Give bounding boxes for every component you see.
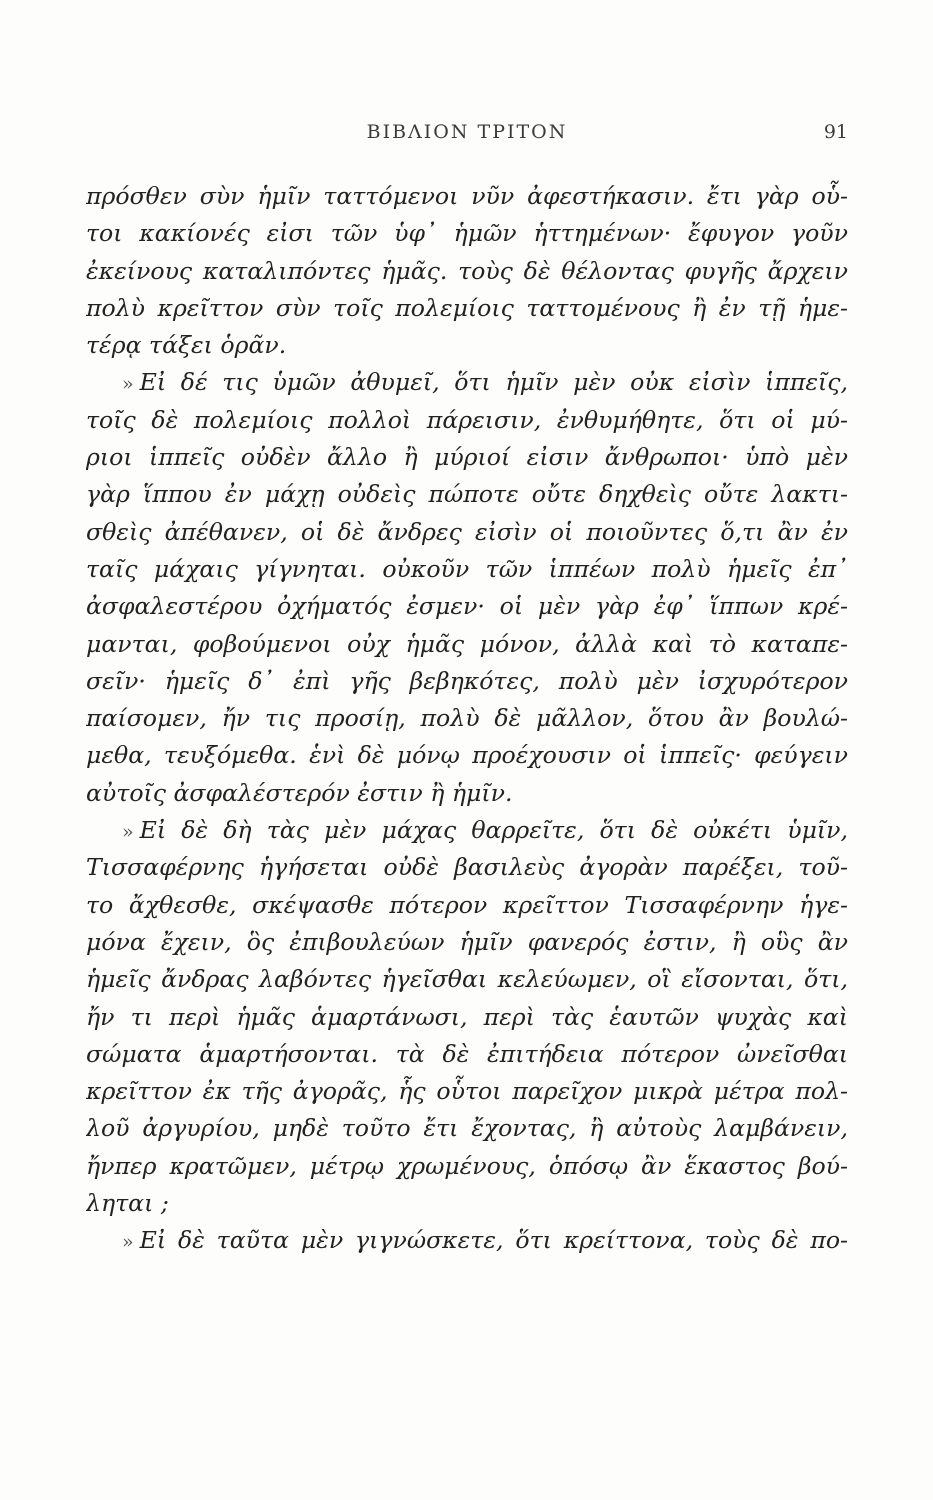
paragraph-start-line — [86, 812, 848, 849]
book-title: ΒΙΒΛΙΟΝ ΤΡΙΤΟΝ — [366, 121, 568, 143]
line-text: ἐκείνους καταλιπόντες ἡμᾶς. τοὺς δὲ θέλοντας φυγῆς ἄρχειν — [86, 256, 848, 285]
line-text: σεῖν· ἡμεῖς δ᾽ ἐπὶ γῆς βεβηκότες, πολὺ μὲν ἰσχυρότερον — [86, 666, 848, 695]
text-line — [86, 999, 848, 1036]
running-head — [86, 121, 848, 151]
text-line — [86, 1185, 848, 1222]
text-line — [86, 327, 848, 364]
text-line — [86, 737, 848, 774]
quote-marker: » — [122, 373, 134, 396]
line-text: ἀσφαλεστέρου ὀχήματός ἐσμεν· οἱ μὲν γὰρ ἐφ᾽ ἵππων κρέ- — [86, 592, 848, 621]
line-text: Εἰ δὲ ταῦτα μὲν γιγνώσκετε, ὅτι κρείττονα, τοὺς δὲ πο- — [139, 1226, 848, 1255]
text-line — [86, 626, 848, 663]
text-line — [86, 588, 848, 625]
text-line — [86, 1073, 848, 1110]
text-line — [86, 775, 848, 812]
line-text: ληται ; — [86, 1189, 169, 1218]
line-text: σώματα ἁμαρτήσονται. τὰ δὲ ἐπιτήδεια πότερον ὠνεῖσθαι — [86, 1039, 848, 1068]
line-text: Τισσαφέρνης ἡγήσεται οὐδὲ βασιλεὺς ἀγορὰν παρέξει, τοῦ- — [86, 853, 848, 882]
line-text: λοῦ ἀργυρίου, μηδὲ τοῦτο ἔτι ἔχοντας, ἢ αὐτοὺς λαμβάνειν, — [86, 1114, 848, 1143]
text-line — [86, 849, 848, 886]
text-line — [86, 178, 848, 215]
text-line — [86, 439, 848, 476]
line-text: γὰρ ἵππου ἐν μάχῃ οὐδεὶς πώποτε οὔτε δηχθεὶς οὔτε λακτι- — [86, 480, 848, 509]
text-line — [86, 551, 848, 588]
text-line — [86, 1148, 848, 1185]
text-line — [86, 700, 848, 737]
text-line — [86, 924, 848, 961]
text-line — [86, 402, 848, 439]
paragraph-start-line — [86, 1222, 848, 1259]
line-text: μόνα ἔχειν, ὃς ἐπιβουλεύων ἡμῖν φανερός ἐστιν, ἢ οὓς ἂν — [86, 927, 848, 956]
line-text: πρόσθεν σὺν ἡμῖν ταττόμενοι νῦν ἀφεστήκασιν. ἔτι γὰρ οὗ- — [86, 182, 848, 210]
line-text: μανται, φοβούμενοι οὐχ ἡμᾶς μόνον, ἀλλὰ καὶ τὸ καταπε- — [86, 629, 848, 658]
line-text: Εἰ δέ τις ὑμῶν ἀθυμεῖ, ὅτι ἡμῖν μὲν οὐκ εἰσὶν ἱππεῖς, — [139, 368, 848, 397]
line-text: τοῖς δὲ πολεμίοις πολλοὶ πάρεισιν, ἐνθυμήθητε, ὅτι οἱ μύ- — [86, 405, 848, 434]
page-number: 91 — [823, 121, 848, 143]
line-text: παίσομεν, ἤν τις προσίῃ, πολὺ δὲ μᾶλλον, ὅτου ἂν βουλώ- — [86, 704, 848, 733]
line-text: μεθα, τευξόμεθα. ἑνὶ δὲ μόνῳ προέχουσιν οἱ ἱππεῖς· φεύγειν — [86, 741, 848, 770]
text-line — [86, 1036, 848, 1073]
line-text: ταῖς μάχαις γίγνηται. οὐκοῦν τῶν ἱππέων πολὺ ἡμεῖς ἐπ᾽ — [86, 554, 848, 583]
line-text: αὐτοῖς ἀσφαλέστερόν ἐστιν ἢ ἡμῖν. — [86, 778, 513, 807]
paragraph-start-line — [86, 364, 848, 401]
text-line — [86, 961, 848, 998]
text-line — [86, 215, 848, 252]
line-text: ἡμεῖς ἄνδρας λαβόντες ἡγεῖσθαι κελεύωμεν, οἳ εἴσονται, ὅτι, — [86, 965, 848, 994]
line-text: ἤν τι περὶ ἡμᾶς ἁμαρτάνωσι, περὶ τὰς ἑαυτῶν ψυχὰς καὶ — [86, 1002, 848, 1031]
line-text: κρεῖττον ἐκ τῆς ἀγορᾶς, ἧς οὗτοι παρεῖχον μικρὰ μέτρα πολ- — [86, 1077, 848, 1106]
line-text: το ἄχθεσθε, σκέψασθε πότερον κρεῖττον Τισσαφέρνην ἡγε- — [86, 890, 848, 919]
line-text: τοι κακίονές εἰσι τῶν ὑφ᾽ ἡμῶν ἡττημένων· ἔφυγον γοῦν — [86, 219, 848, 248]
line-text: πολὺ κρεῖττον σὺν τοῖς πολεμίοις ταττομένους ἢ ἐν τῇ ἡμε- — [86, 293, 848, 322]
text-line — [86, 476, 848, 513]
line-text: ριοι ἱππεῖς οὐδὲν ἄλλο ἢ μύριοί εἰσιν ἄνθρωποι· ὑπὸ μὲν — [86, 443, 848, 472]
line-text: τέρᾳ τάξει ὁρᾶν. — [86, 331, 287, 360]
line-text: σθεὶς ἀπέθανεν, οἱ δὲ ἄνδρες εἰσὶν οἱ ποιοῦντες ὅ,τι ἂν ἐν — [86, 517, 848, 546]
text-line — [86, 663, 848, 700]
line-text: Εἰ δὲ δὴ τὰς μὲν μάχας θαρρεῖτε, ὅτι δὲ οὐκέτι ὑμῖν, — [139, 816, 848, 845]
text-line — [86, 253, 848, 290]
line-text: ἤνπερ κρατῶμεν, μέτρῳ χρωμένους, ὁπόσῳ ἂν ἕκαστος βού- — [86, 1151, 848, 1180]
text-line — [86, 887, 848, 924]
text-line — [86, 1110, 848, 1147]
quote-marker: » — [122, 821, 134, 844]
quote-marker: » — [122, 1231, 134, 1254]
body-text — [86, 178, 848, 1260]
text-line — [86, 290, 848, 327]
text-line — [86, 514, 848, 551]
